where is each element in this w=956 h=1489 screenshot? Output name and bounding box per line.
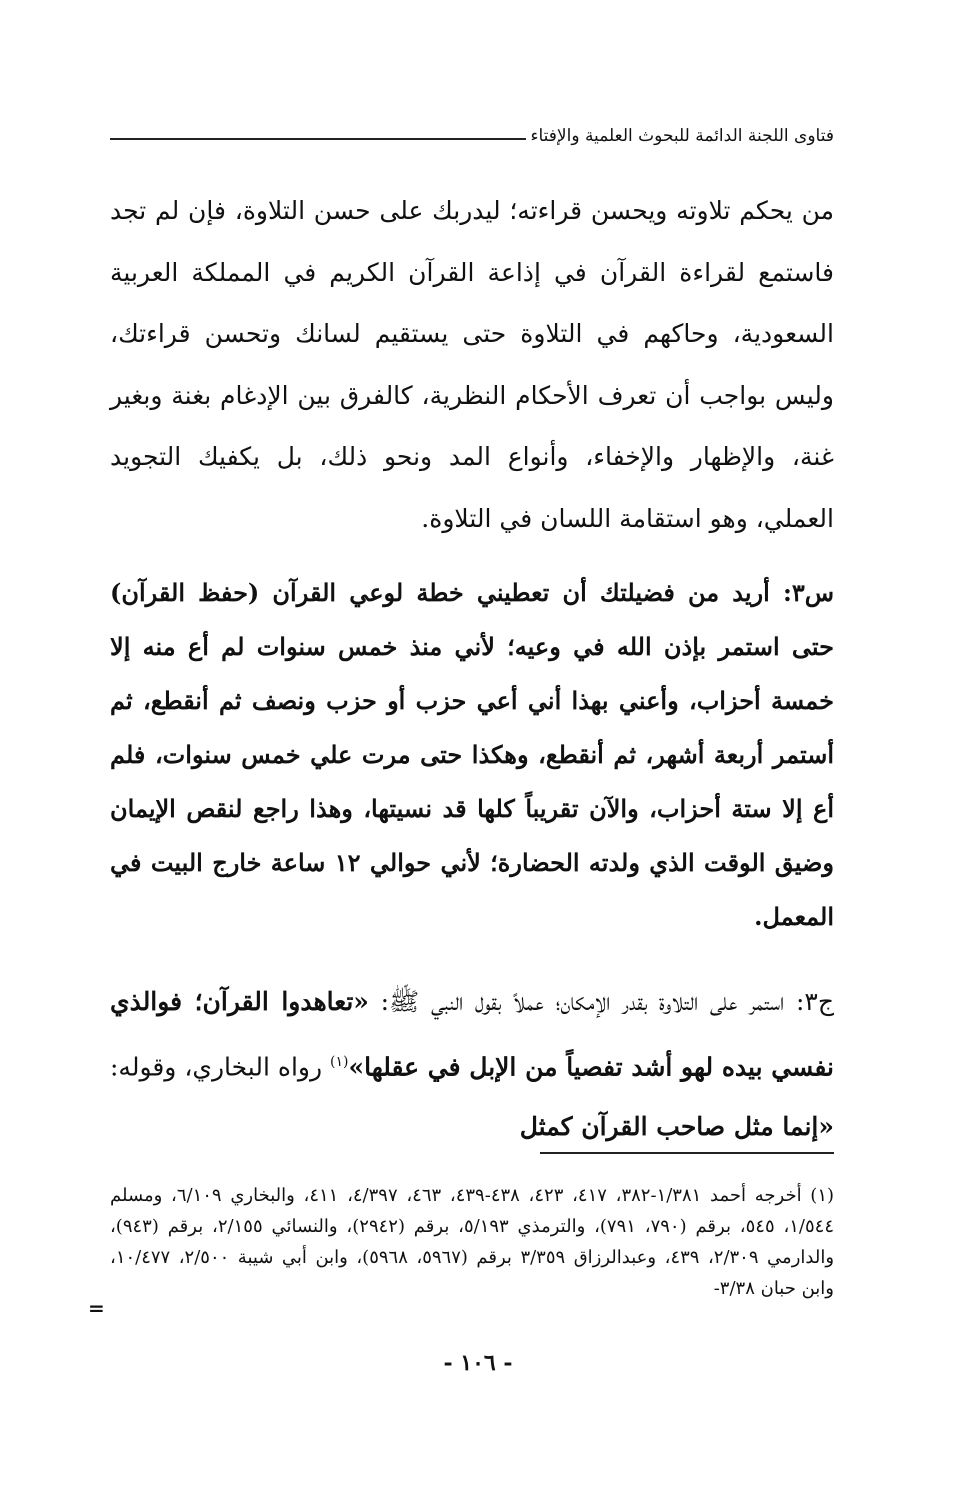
answer-label: ج٣:	[795, 987, 834, 1016]
answer-paragraph	[110, 972, 834, 1157]
running-header	[110, 116, 834, 156]
question-paragraph	[110, 566, 834, 944]
footnote-reference[interactable]: (١)	[330, 1054, 349, 1070]
question-block	[110, 566, 834, 944]
header-rule	[110, 138, 526, 140]
hadith-quote-2: «إنما مثل صاحب القرآن كمثل	[519, 1112, 834, 1142]
hadith-quote: «تعاهدوا القرآن؛ فوالذي نفسي بيده لهو أشد تفصياً من الإبل في عقلها»	[110, 987, 834, 1082]
answer-block	[110, 972, 834, 1157]
body-paragraph	[110, 180, 834, 549]
question-label: س٣:	[782, 578, 835, 607]
body-paragraph-text: من يحكم تلاوته ويحسن قراءته؛ ليدربك على حسن التلاوة، فإن لم تجد فاستمع لقراءة القرآن في إذاعة القرآن الكريم في المملكة العربية السعودية، وحاكهم في التلاوة حتى يستقيم لسانك وتحسن قراءتك، وليس بواجب أن تعرف الأحكام النظرية، كالفرق بين الإدغام بغنة وبغير غنة، والإظهار والإخفاء، وأنواع المد ونحو ذلك، بل يكفيك التجويد العملي، وهو استقامة اللسان في التلاوة.	[110, 196, 834, 533]
question-text: أريد من فضيلتك أن تعطيني خطة لوعي القرآن (حفظ القرآن) حتى استمر بإذن الله في وعيه؛ لأني منذ خمس سنوات لم أع منه إلا خمسة أحزاب، وأعني بهذا أني أعي حزب أو حزب ونصف ثم أنقطع، ثم أستمر أربعة أشهر، ثم أنقطع، وهكذا حتى مرت علي خمس سنوات، فلم أع إلا ستة أحزاب، والآن تقريباً كلها قد نسيتها، وهذا راجع لنقص الإيمان وضيق الوقت الذي ولدته الحضارة؛ لأني حوالي ١٢ ساعة خارج البيت في المعمل.	[110, 578, 834, 931]
page-number: - ١٠٦ -	[443, 1350, 513, 1376]
footnote-continuation-mark: =	[88, 1296, 105, 1320]
footnotes	[110, 1180, 834, 1304]
footnote-1: (١) أخرجه أحمد ١/٣٨١-٣٨٢، ٤١٧، ٤٢٣، ٤٣٨-٤٣٩، ٤٦٣، ٤/٣٩٧، ٤١١، والبخاري ٦/١٠٩، ومسلم ١/٥٤٤، ٥٤٥، برقم (٧٩٠، ٧٩١)، والترمذي ٥/١٩٣، برقم (٢٩٤٢)، والنسائي ٢/١٥٥، برقم (٩٤٣)، والدارمي ٢/٣٠٩، ٤٣٩، وعبدالرزاق ٣/٣٥٩ برقم (٥٩٦٧، ٥٩٦٨)، وابن أبي شيبة ٢/٥٠٠، ١٠/٤٧٧، وابن حبان ٣/٣٨-	[110, 1185, 835, 1299]
answer-text-middle: رواه البخاري، وقوله:	[110, 1052, 323, 1082]
footnote-separator	[540, 1152, 834, 1154]
book-title: فتاوى اللجنة الدائمة للبحوث العلمية والإفتاء	[530, 126, 834, 146]
answer-text: استمر على التلاوة بقدر الإمكان؛ عملاً بقول النبي ﷺ:	[380, 987, 785, 1016]
